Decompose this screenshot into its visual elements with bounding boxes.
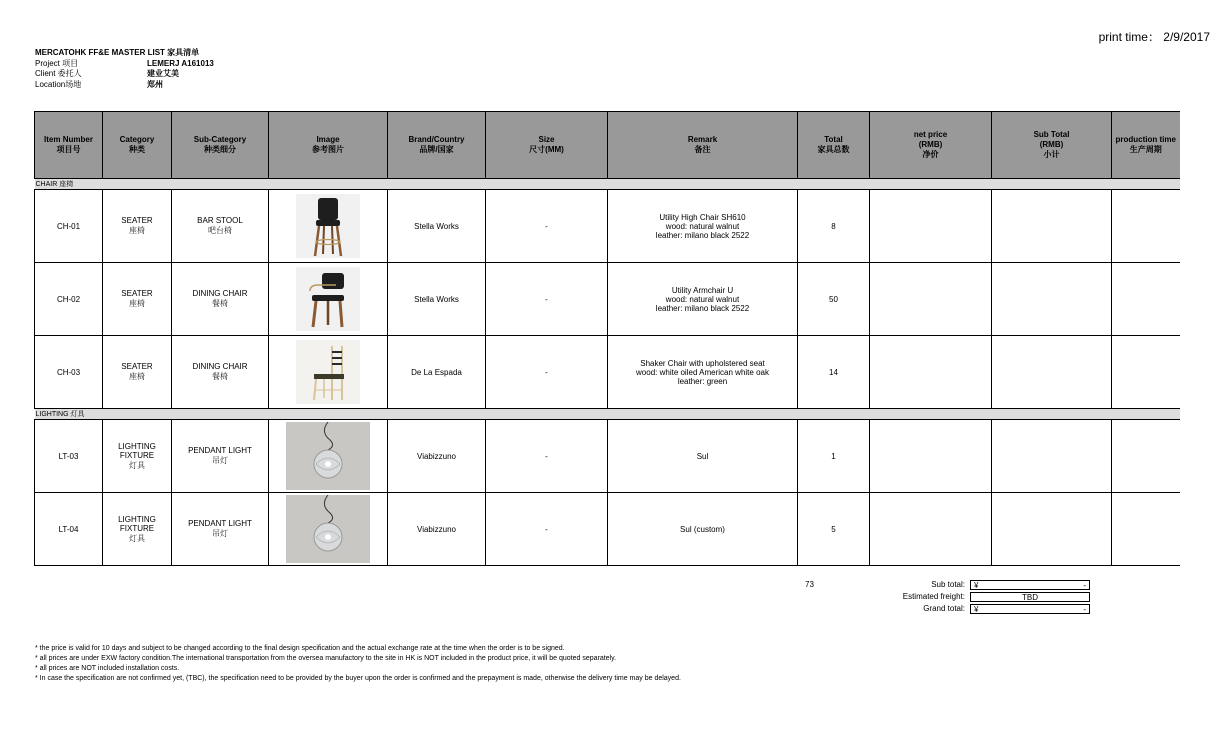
print-time: print time： 2/9/2017 — [1098, 30, 1210, 44]
note-line: * the price is valid for 10 days and subject to be changed according to the final design specification and the actual exchange rate at the time when the order is to be signed. — [35, 645, 565, 652]
size-cell: - — [486, 336, 608, 409]
production-time-cell — [1112, 263, 1180, 336]
size-cell: - — [486, 420, 608, 493]
col-image: Image 参考图片 — [269, 112, 388, 179]
total-cell: 8 — [798, 190, 870, 263]
net-price-cell — [870, 420, 992, 493]
sub-total-row — [830, 580, 1090, 590]
project-label: Project 项目 — [35, 58, 79, 68]
sub-category-cell: DINING CHAIR 餐椅 — [172, 263, 269, 336]
image-cell — [269, 263, 388, 336]
col-category: Category 种类 — [103, 112, 172, 179]
total-cell: 1 — [798, 420, 870, 493]
armchair-image — [296, 267, 360, 331]
category-cell: LIGHTING FIXTURE 灯具 — [103, 493, 172, 566]
freight-row — [830, 592, 1090, 602]
image-cell — [269, 420, 388, 493]
production-time-cell — [1112, 336, 1180, 409]
client-row — [35, 69, 214, 80]
net-price-cell — [870, 336, 992, 409]
category-cell: LIGHTING FIXTURE 灯具 — [103, 420, 172, 493]
table-row — [35, 493, 1180, 566]
grand-total-label: Grand total: — [923, 604, 965, 613]
bar-stool-image — [296, 194, 360, 258]
sub-total-cell — [992, 493, 1112, 566]
net-price-cell — [870, 190, 992, 263]
col-remark: Remark 备注 — [608, 112, 798, 179]
remark-cell: Utility High Chair SH610 wood: natural walnut leather: milano black 2522 — [608, 190, 798, 263]
brand-cell: Stella Works — [388, 190, 486, 263]
size-cell: - — [486, 493, 608, 566]
note-line: * all prices are NOT included installation costs. — [35, 665, 180, 672]
location-value: 郑州 — [147, 79, 163, 89]
item-number: CH-01 — [35, 190, 103, 263]
category-cell: SEATER 座椅 — [103, 336, 172, 409]
freight-box — [970, 592, 1090, 602]
freight-label: Estimated freight: — [902, 592, 965, 601]
section-label: CHAIR 座椅 — [35, 179, 1180, 190]
terms-notes — [35, 644, 681, 684]
client-label: Client 委托人 — [35, 69, 82, 78]
brand-cell: Viabizzuno — [388, 420, 486, 493]
currency-symbol: ¥ — [974, 605, 979, 614]
section-label: LIGHTING 灯具 — [35, 409, 1180, 420]
total-cell: 5 — [798, 493, 870, 566]
total-cell: 14 — [798, 336, 870, 409]
category-cell: SEATER 座椅 — [103, 263, 172, 336]
table-row — [35, 190, 1180, 263]
sub-total-label: Sub total: — [931, 580, 965, 589]
production-time-cell — [1112, 420, 1180, 493]
col-total: Total 家具总数 — [798, 112, 870, 179]
remark-cell: Shaker Chair with upholstered seat wood: white oiled American white oak leather: green — [608, 336, 798, 409]
project-row — [35, 59, 214, 70]
grand-total-box — [970, 604, 1090, 614]
pendant-light-image — [286, 495, 370, 563]
sub-total-value: - — [1083, 581, 1086, 590]
total-cell: 50 — [798, 263, 870, 336]
remark-cell: Utility Armchair U wood: natural walnut leather: milano black 2522 — [608, 263, 798, 336]
table-row — [35, 420, 1180, 493]
document-header — [35, 48, 214, 90]
col-size: Size 尺寸(MM) — [486, 112, 608, 179]
col-net-price: net price (RMB) 净价 — [870, 112, 992, 179]
col-production-time: production time 生产周期 — [1112, 112, 1180, 179]
project-value: LEMERJ A161013 — [147, 58, 214, 68]
table-row — [35, 336, 1180, 409]
col-brand: Brand/Country 品牌/国家 — [388, 112, 486, 179]
document-title: MERCATOHK FF&E MASTER LIST 家具清单 — [35, 48, 200, 57]
sub-category-cell: PENDANT LIGHT 吊灯 — [172, 420, 269, 493]
image-cell — [269, 190, 388, 263]
grand-total-row — [830, 604, 1090, 614]
brand-cell: Stella Works — [388, 263, 486, 336]
sub-category-cell: PENDANT LIGHT 吊灯 — [172, 493, 269, 566]
section-row-lighting — [35, 409, 1180, 420]
item-number: LT-03 — [35, 420, 103, 493]
image-cell — [269, 493, 388, 566]
location-label: Location场地 — [35, 79, 82, 89]
category-cell: SEATER 座椅 — [103, 190, 172, 263]
total-count: 73 — [805, 580, 814, 589]
note-line: * In case the specification are not confirmed yet, (TBC), the specification need to be provided by the buyer upon the order is confirmed and the prepayment is made, otherwise the delivery time may be delayed. — [35, 675, 681, 682]
production-time-cell — [1112, 493, 1180, 566]
table-header-row — [35, 112, 1180, 179]
net-price-cell — [870, 493, 992, 566]
ffe-master-table — [34, 111, 1180, 566]
item-number: LT-04 — [35, 493, 103, 566]
sub-category-cell: BAR STOOL 吧台椅 — [172, 190, 269, 263]
section-row-chair — [35, 179, 1180, 190]
grand-total-value: - — [1083, 605, 1086, 614]
size-cell: - — [486, 263, 608, 336]
pendant-light-image — [286, 422, 370, 490]
image-cell — [269, 336, 388, 409]
freight-value: TBD — [1022, 593, 1038, 602]
client-value: 建业艾美 — [147, 69, 179, 78]
col-sub-category: Sub-Category 种类细分 — [172, 112, 269, 179]
production-time-cell — [1112, 190, 1180, 263]
col-sub-total: Sub Total (RMB) 小计 — [992, 112, 1112, 179]
sub-category-cell: DINING CHAIR 餐椅 — [172, 336, 269, 409]
sub-total-cell — [992, 336, 1112, 409]
sub-total-cell — [992, 263, 1112, 336]
sub-total-box — [970, 580, 1090, 590]
brand-cell: De La Espada — [388, 336, 486, 409]
location-row — [35, 80, 214, 91]
net-price-cell — [870, 263, 992, 336]
currency-symbol: ¥ — [974, 581, 979, 590]
col-item-number: Item Number 项目号 — [35, 112, 103, 179]
brand-cell: Viabizzuno — [388, 493, 486, 566]
item-number: CH-02 — [35, 263, 103, 336]
size-cell: - — [486, 190, 608, 263]
remark-cell: Sul (custom) — [608, 493, 798, 566]
shaker-chair-image — [296, 340, 360, 404]
note-line: * all prices are under EXW factory condition.The international transportation from the oversea manufactory to the site in HK is NOT included in the product price, it will be quoted separately. — [35, 655, 617, 662]
sub-total-cell — [992, 190, 1112, 263]
sub-total-cell — [992, 420, 1112, 493]
item-number: CH-03 — [35, 336, 103, 409]
table-row — [35, 263, 1180, 336]
remark-cell: Sul — [608, 420, 798, 493]
